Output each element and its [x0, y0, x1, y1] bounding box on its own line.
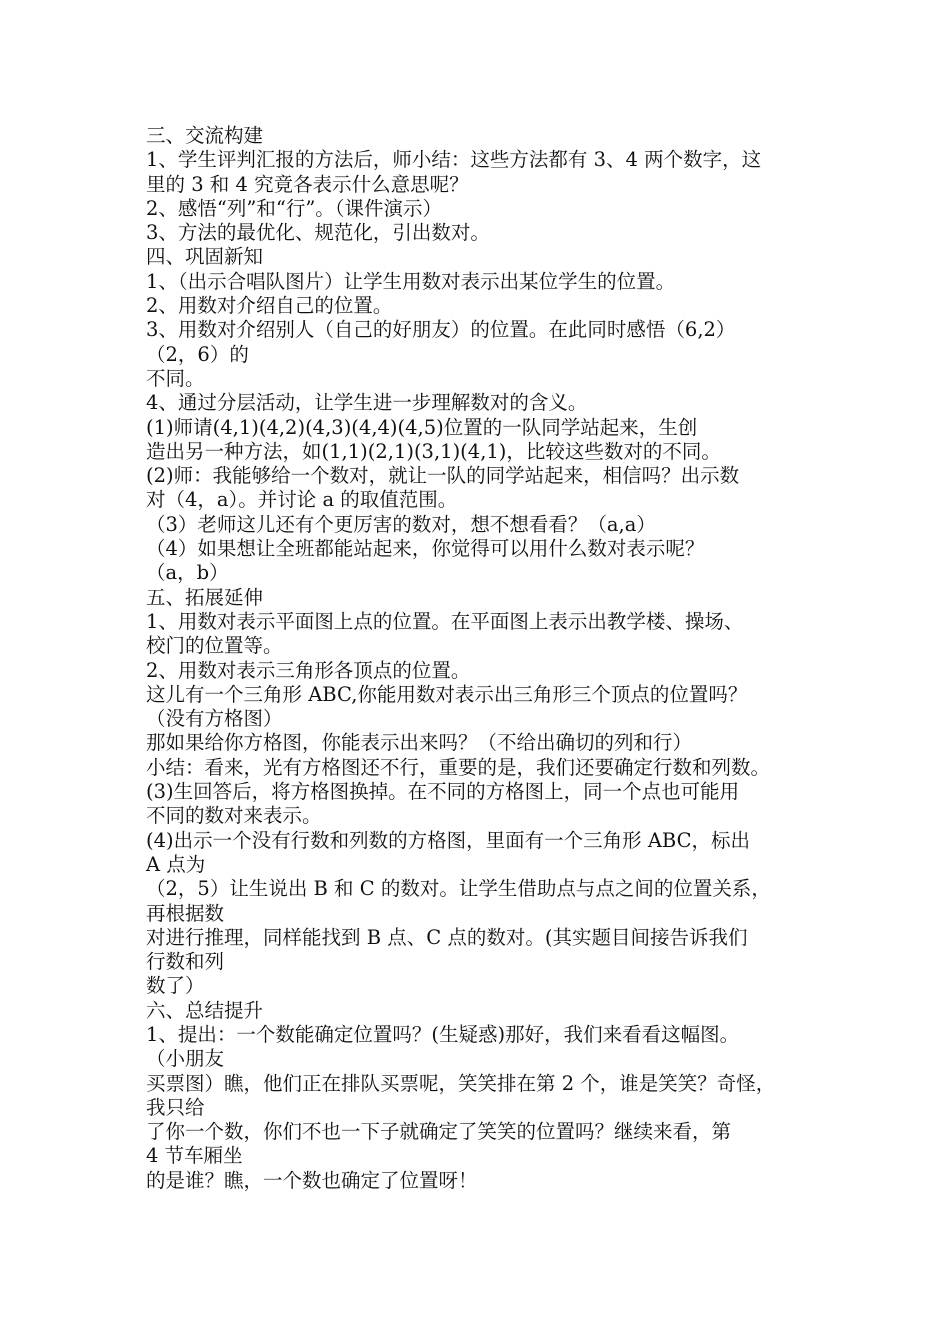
text-line: （a，b）	[146, 561, 229, 585]
text-line: 3、方法的最优化、规范化，引出数对。	[146, 221, 490, 245]
text-line: 1、用数对表示平面图上点的位置。在平面图上表示出教学楼、操场、	[146, 609, 744, 633]
text-line: 不同的数对来表示。	[146, 804, 322, 828]
text-line: 3、用数对介绍别人（自己的好朋友）的位置。在此同时感悟（6,2）	[146, 318, 736, 342]
text-line: （4）如果想让全班都能站起来，你觉得可以用什么数对表示呢？	[146, 537, 705, 561]
text-line: 这儿有一个三角形 ABC,你能用数对表示出三角形三个顶点的位置吗？	[146, 682, 748, 706]
text-line: 2、用数对介绍自己的位置。	[146, 294, 393, 318]
text-line: 对进行推理，同样能找到 B 点、C 点的数对。(其实题目间接告诉我们	[146, 925, 748, 949]
section-heading-5: 五、拓展延伸	[146, 585, 264, 609]
document-page	[146, 124, 826, 1193]
text-line: 小结：看来，光有方格图还不行，重要的是，我们还要确定行数和列数。	[146, 755, 771, 779]
text-line: 造出另一种方法，如(1,1)(2,1)(3,1)(4,1)，比较这些数对的不同。	[146, 439, 721, 463]
text-line: （没有方格图）	[146, 707, 283, 731]
text-line: 那如果给你方格图，你能表示出来吗？（不给出确切的列和行）	[146, 731, 693, 755]
text-line: （小朋友	[146, 1047, 225, 1071]
text-line: 买票图）瞧，他们正在排队买票呢，笑笑排在第 2 个，谁是笑笑？奇怪，	[146, 1071, 776, 1095]
text-line: 再根据数	[146, 901, 225, 925]
text-line: 的是谁？瞧，一个数也确定了位置呀！	[146, 1168, 478, 1192]
text-line: (2)师：我能够给一个数对，就让一队的同学站起来，相信吗？出示数	[146, 464, 740, 488]
text-line: 4、通过分层活动，让学生进一步理解数对的含义。	[146, 391, 588, 415]
text-line: 2、感悟“列”和“行”。（课件演示）	[146, 196, 443, 220]
text-line: A 点为	[146, 852, 206, 876]
text-line: （2，6）的	[146, 342, 249, 366]
section-heading-6: 六、总结提升	[146, 998, 264, 1022]
text-line: 1、提出：一个数能确定位置吗？(生疑惑)那好，我们来看看这幅图。	[146, 1022, 740, 1046]
text-line: (1)师请(4,1)(4,2)(4,3)(4,4)(4,5)位置的一队同学站起来，生创	[146, 415, 698, 439]
text-line: 不同。	[146, 366, 205, 390]
text-line: （3）老师这儿还有个更厉害的数对，想不想看看？（a,a）	[146, 512, 656, 536]
text-line: 数了）	[146, 974, 205, 998]
text-line: 对（4，a）。并讨论 a 的取值范围。	[146, 488, 458, 512]
text-line: (3)生回答后，将方格图换掉。在不同的方格图上，同一个点也可能用	[146, 780, 740, 804]
text-line: 了你一个数，你们不也一下子就确定了笑笑的位置吗？继续来看，第	[146, 1120, 732, 1144]
text-line: (4)出示一个没有行数和列数的方格图，里面有一个三角形 ABC，标出	[146, 828, 751, 852]
text-line: 校门的位置等。	[146, 634, 283, 658]
text-line: （2，5）让生说出 B 和 C 的数对。让学生借助点与点之间的位置关系，	[146, 877, 771, 901]
section-heading-3: 三、交流构建	[146, 124, 264, 147]
section-heading-4: 四、巩固新知	[146, 245, 264, 269]
text-line: 2、用数对表示三角形各顶点的位置。	[146, 658, 471, 682]
text-line: 我只给	[146, 1095, 205, 1119]
text-line: 行数和列	[146, 950, 225, 974]
text-line: 1、学生评判汇报的方法后，师小结：这些方法都有 3、4 两个数字，这	[146, 148, 762, 172]
text-line: 1、（出示合唱队图片）让学生用数对表示出某位学生的位置。	[146, 269, 676, 293]
text-line: 4 节车厢坐	[146, 1144, 243, 1168]
text-line: 里的 3 和 4 究竟各表示什么意思呢？	[146, 172, 469, 196]
